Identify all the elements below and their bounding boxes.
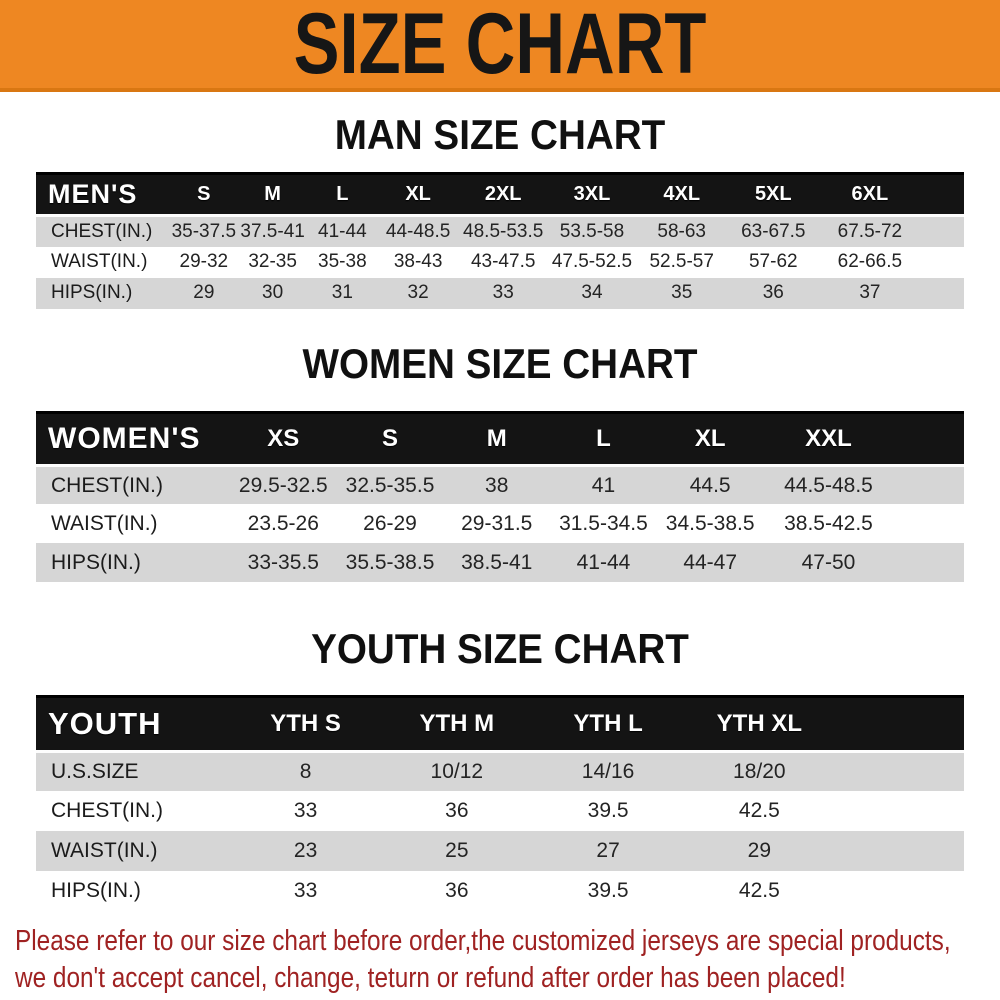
footer-line-2: we don't accept cancel, change, teturn or refund after order has been placed! (15, 962, 846, 995)
column-header: YTH L (532, 696, 683, 751)
table-row (36, 751, 964, 791)
filler-cell (835, 871, 964, 911)
table-body (36, 751, 964, 911)
row-label: CHEST(IN.) (51, 220, 153, 242)
table-header-row (36, 174, 964, 216)
size-value-cell: 38-43 (393, 251, 443, 273)
table-row (36, 791, 964, 831)
size-value-cell: 38.5-41 (461, 550, 533, 574)
row-label: WAIST(IN.) (51, 839, 158, 863)
size-value-cell: 34 (581, 282, 603, 304)
table-header-row (36, 412, 964, 465)
size-value-cell: 33 (293, 879, 318, 903)
size-value-cell: 23.5-26 (247, 511, 319, 535)
size-value-cell: 38.5-42.5 (784, 511, 873, 535)
size-value-cell: 47.5-52.5 (551, 251, 633, 273)
size-value-cell: 42.5 (738, 799, 780, 823)
filler-cell (835, 751, 964, 791)
row-label: WAIST(IN.) (51, 251, 148, 273)
column-header: XS (230, 412, 337, 465)
table-row (36, 871, 964, 911)
size-value-cell: 25 (445, 839, 469, 863)
size-chart-section (0, 112, 1000, 309)
size-value-cell: 41-44 (318, 220, 367, 242)
size-value-cell: 32-35 (248, 251, 297, 273)
column-header: XL (377, 174, 459, 216)
section-heading: MAN SIZE CHART (334, 111, 666, 158)
size-value-cell: 29 (193, 282, 215, 304)
size-value-cell: 37 (859, 282, 881, 304)
size-value-cell: 10/12 (430, 759, 484, 783)
column-header: 3XL (547, 174, 636, 216)
size-value-cell: 39.5 (587, 799, 629, 823)
column-header: L (550, 412, 657, 465)
size-chart-section (0, 626, 1000, 911)
size-value-cell: 47-50 (801, 550, 856, 574)
row-label: WAIST(IN.) (51, 511, 158, 535)
filler-cell (893, 412, 964, 465)
filler-cell (893, 543, 964, 582)
size-value-cell: 58-63 (657, 220, 706, 242)
size-table (36, 172, 964, 309)
size-value-cell: 33-35.5 (247, 550, 319, 574)
table-header-label: WOMEN'S (36, 412, 230, 465)
filler-cell (835, 696, 964, 751)
column-header: XXL (764, 412, 894, 465)
size-value-cell: 36 (445, 799, 469, 823)
size-value-cell: 35 (671, 282, 693, 304)
row-label: CHEST(IN.) (51, 799, 163, 823)
size-value-cell: 52.5-57 (649, 251, 714, 273)
size-value-cell: 29.5-32.5 (238, 473, 328, 497)
size-value-cell: 35.5-38.5 (345, 550, 435, 574)
column-header: 5XL (727, 174, 820, 216)
filler-cell (893, 465, 964, 504)
size-table-wrap (36, 172, 964, 309)
size-value-cell: 27 (596, 839, 620, 863)
column-header: XL (657, 412, 764, 465)
size-value-cell: 29-31.5 (461, 511, 533, 535)
size-table-wrap (36, 695, 964, 912)
row-label: HIPS(IN.) (51, 879, 141, 903)
table-header-label: MEN'S (36, 174, 170, 216)
column-header: L (307, 174, 377, 216)
size-value-cell: 26-29 (363, 511, 417, 535)
size-value-cell: 30 (262, 282, 284, 304)
size-value-cell: 39.5 (587, 879, 629, 903)
size-value-cell: 18/20 (733, 759, 786, 783)
column-header: 6XL (820, 174, 964, 216)
size-value-cell: 44.5 (689, 473, 731, 497)
size-value-cell: 44-47 (683, 550, 738, 574)
column-header: 2XL (459, 174, 547, 216)
table-row (36, 543, 964, 582)
size-value-cell: 67.5-72 (837, 220, 903, 242)
row-label: U.S.SIZE (51, 759, 139, 783)
table-header-row (36, 696, 964, 751)
column-header: 4XL (637, 174, 727, 216)
table-header-label: YOUTH (36, 696, 230, 751)
size-value-cell: 29-32 (179, 251, 229, 273)
table-row (36, 831, 964, 871)
size-value-cell: 42.5 (738, 879, 780, 903)
size-value-cell: 38 (485, 473, 509, 497)
size-value-cell: 33 (492, 282, 514, 304)
filler-cell (835, 791, 964, 831)
column-header: S (170, 174, 238, 216)
size-value-cell: 43-47.5 (470, 251, 536, 273)
size-value-cell: 31.5-34.5 (559, 511, 648, 535)
column-header: YTH S (230, 696, 381, 751)
size-value-cell: 31 (331, 282, 353, 304)
filler-cell (893, 504, 964, 543)
size-table (36, 695, 964, 912)
column-header: M (238, 174, 308, 216)
table-row (36, 465, 964, 504)
table-row (36, 504, 964, 543)
filler-cell (835, 831, 964, 871)
size-value-cell: 29 (747, 839, 771, 863)
row-label: HIPS(IN.) (51, 282, 133, 304)
size-value-cell: 35-38 (318, 251, 367, 273)
column-header: YTH XL (684, 696, 835, 751)
size-value-cell: 41 (591, 473, 616, 497)
table-row (36, 278, 964, 309)
size-value-cell: 36 (762, 282, 784, 304)
size-value-cell: 37.5-41 (240, 220, 305, 242)
size-value-cell: 53.5-58 (559, 220, 625, 242)
footer-line-1: Please refer to our size chart before order,the customized jerseys are special products, (15, 925, 951, 958)
size-value-cell: 63-67.5 (741, 220, 806, 242)
size-value-cell: 32.5-35.5 (345, 473, 435, 497)
column-header: YTH M (381, 696, 532, 751)
size-table (36, 411, 964, 583)
banner (0, 0, 1000, 92)
table-row (36, 247, 964, 278)
size-value-cell: 44-48.5 (385, 220, 451, 242)
size-value-cell: 35-37.5 (171, 220, 237, 242)
row-label: HIPS(IN.) (51, 550, 141, 574)
size-value-cell: 44.5-48.5 (784, 473, 873, 497)
footer-note (15, 923, 1000, 997)
size-value-cell: 48.5-53.5 (463, 220, 544, 242)
size-value-cell: 8 (299, 759, 312, 783)
column-header: S (337, 412, 444, 465)
table-body (36, 465, 964, 582)
size-value-cell: 57-62 (748, 251, 798, 273)
size-chart-section (0, 341, 1000, 583)
row-label: CHEST(IN.) (51, 473, 163, 497)
size-value-cell: 14/16 (581, 759, 635, 783)
size-value-cell: 33 (293, 799, 318, 823)
section-heading: WOMEN SIZE CHART (302, 339, 698, 387)
banner-title: SIZE CHART (293, 0, 707, 92)
sections (0, 112, 1000, 911)
table-row (36, 216, 964, 247)
size-table-wrap (36, 411, 964, 583)
table-body (36, 216, 964, 309)
size-value-cell: 36 (445, 879, 469, 903)
size-value-cell: 32 (407, 282, 429, 304)
column-header: M (443, 412, 550, 465)
size-value-cell: 23 (293, 839, 318, 863)
size-value-cell: 41-44 (576, 550, 631, 574)
size-value-cell: 34.5-38.5 (665, 511, 755, 535)
section-heading: YOUTH SIZE CHART (311, 625, 689, 673)
size-value-cell: 62-66.5 (837, 251, 903, 273)
